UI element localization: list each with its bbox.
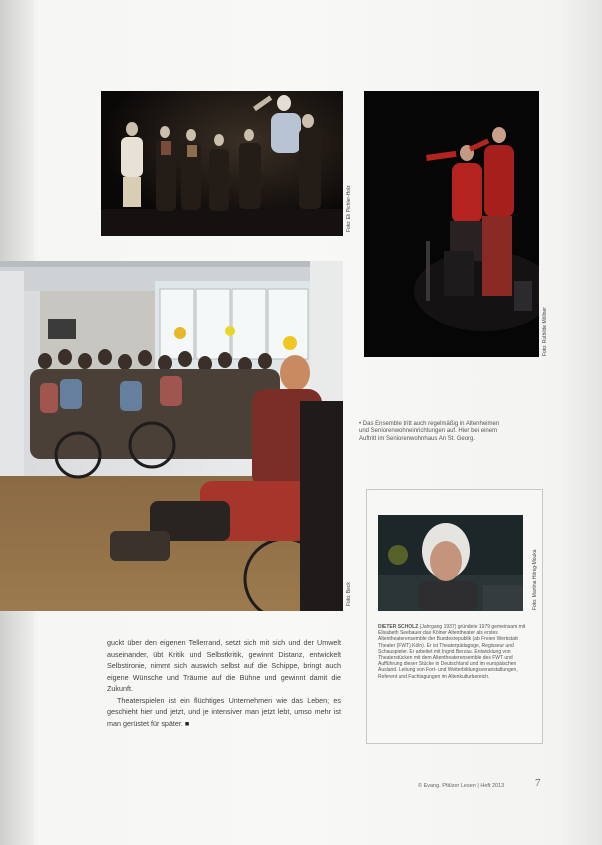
info-bio: (Jahrgang 1937) gründete 1979 gemeinsam mit Elisabeth Seebauer das Kölner Altentheater als erstes Altentheaterensemble der Bundesrepublik (ab Freien Werkstatt Theater (FWT) Köln). Er ist Theaterpädagoge, Regisseur und Schauspieler. Er arbeitet mit Ingrid Berzau. Entwicklung von Theaterstücken mit dem Altentheaterensemble des FWT und Aufführung dieser Stücke in Deutschland und im europäischen Ausland. Leitung von Fort- und Weiterbildungsveranstaltungen, Referent und Fachtagungen im Altenkulturbereich.: [378, 624, 526, 680]
portrait-photo: [378, 515, 523, 611]
stage-duo-photo: [364, 91, 539, 357]
page-number: 7: [535, 777, 541, 789]
stage-group-credit: Foto: Eli Pichler-Holz: [346, 185, 352, 232]
audience-credit: Foto: Beck: [346, 582, 352, 606]
author-info-box: [366, 489, 543, 744]
photo-caption: [359, 421, 509, 443]
portrait-credit: Foto: Martina Hönig-Mouka: [532, 549, 538, 610]
stage-group-photo: [101, 91, 343, 236]
caption-text: Das Ensemble tritt auch regelmäßig in Altenheimen und Seniorenwohneinrichtungen auf. Hier bei einem Auftritt im Seniorenwohnhaus An St. Georg.: [359, 421, 500, 442]
caption-bullet: •: [359, 421, 362, 427]
portrait-illustration: [378, 515, 523, 611]
body-paragraph-2: [107, 695, 341, 730]
audience-photo: [0, 261, 343, 611]
body-paragraph-2-text: Theaterspielen ist ein flüchtiges Unternehmen wie das Leben; es geschieht hier und jetzt, und je intensiver man jetzt lebt, umso mehr ist man gerüstet für später.: [107, 695, 341, 728]
info-text: [378, 624, 530, 680]
stage-group-illustration: [101, 91, 343, 236]
info-name: DIETER SCHOLZ: [378, 624, 419, 630]
end-mark: ■: [184, 718, 190, 728]
article-body: [107, 637, 341, 729]
audience-illustration: [0, 261, 343, 611]
stage-duo-credit: Foto: Ruthilde Möllner: [542, 307, 548, 356]
body-paragraph-1: guckt über den eigenen Tellerrand, setzt sich mit sich und der Umwelt auseinander, übt Kritik und Selbstkritik, gewinnt Distanz, entwickelt Selbstironie, nimmt sich auswich selbst auf die Schippe, bringt auch eigene Wünsche und Träume auf die Bühne und gewinnt damit die Zukunft.: [107, 638, 341, 693]
page-footer: © Evang. Pfälzer Lesen | Heft 2013: [418, 783, 505, 789]
stage-duo-illustration: [364, 91, 539, 357]
